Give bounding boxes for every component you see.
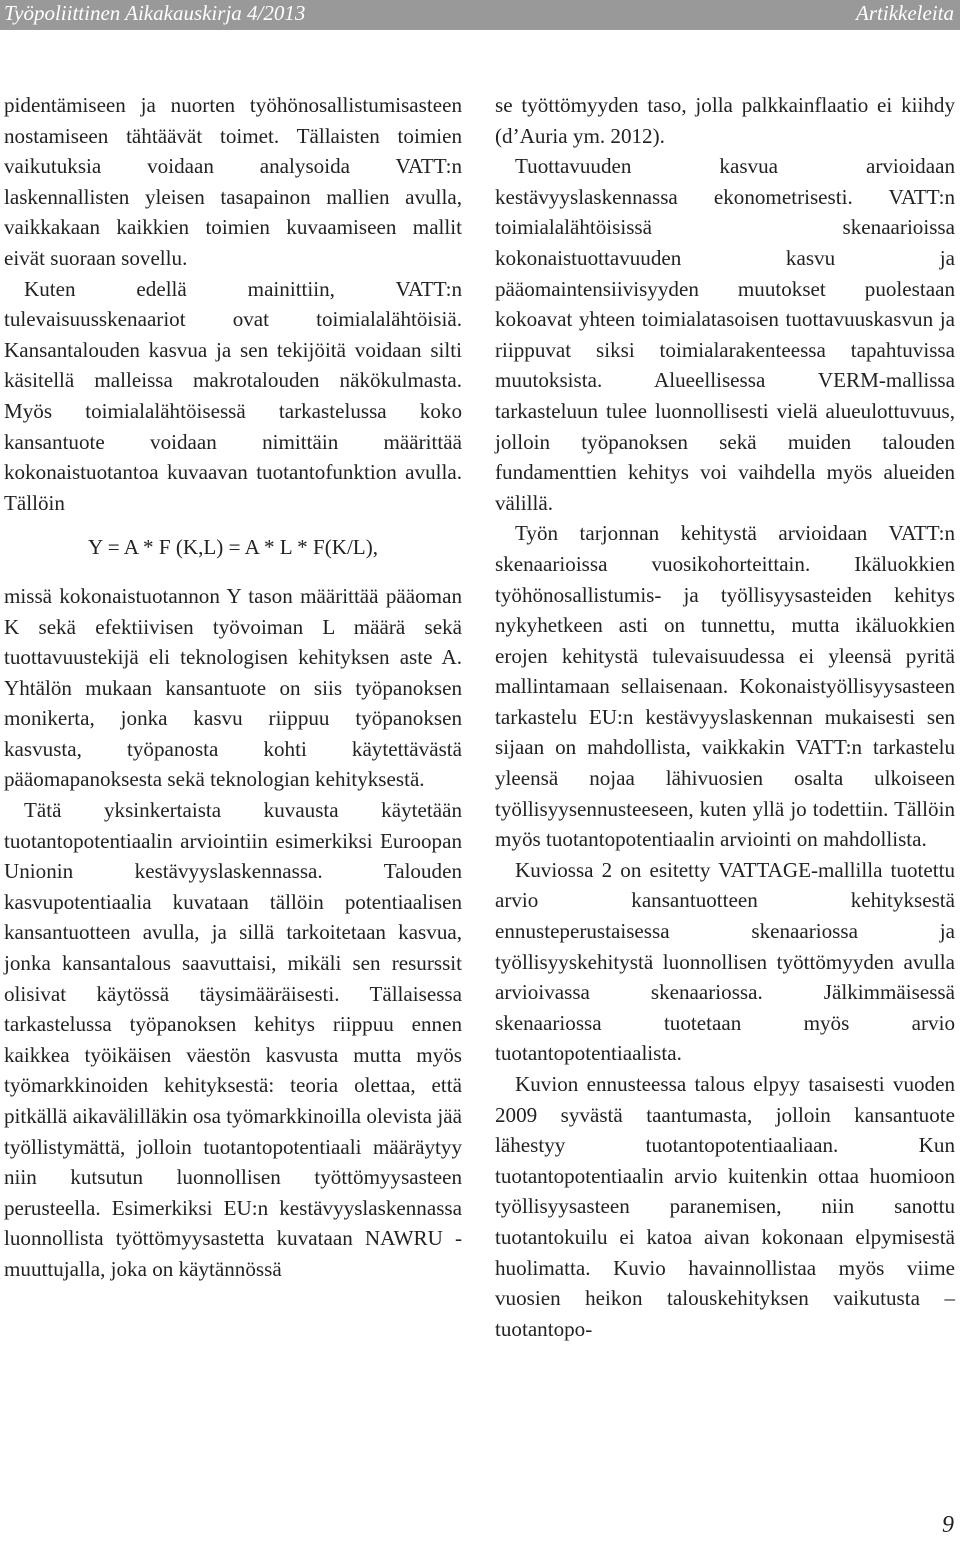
paragraph: Tuottavuuden kasvua arvioidaan kestävyyslaskennassa ekonometrisesti. VATT:n toimialalähtöisissä skenaarioissa kokonaistuottavuuden kasvu ja pääomaintensiivisyyden muutokset puolestaan kokoavat yhteen toimialatasoisen tuottavuuskasvun ja riippuvat siksi toimialarakenteessa tapahtuvissa muutoksista. Alueellisessa VERM-mallissa tarkasteluun tulee luonnollisesti vielä alueulottuvuus, jolloin työpanoksen sekä muiden talouden fundamenttien kehitys voi vaihdella myös alueiden välillä. [495,154,955,515]
paragraph: se työttömyyden taso, jolla palkkainflaatio ei kiihdy (d’Auria ym. 2012). [495,93,955,148]
paragraph: Kuten edellä mainittiin, VATT:n tulevaisuusskenaariot ovat toimialalähtöisiä. Kansantalouden kasvua ja sen tekijöitä voidaan silti käsitellä malleissa makrotalouden näkökulmasta. Myös toimialalähtöisessä tarkastelussa koko kansantuote voidaan nimittäin määrittää kokonaistuotantoa kuvaavan tuotantofunktion avulla. Tällöin [4,276,462,515]
paragraph: pidentämiseen ja nuorten työhönosallistumisasteen nostamiseen tähtäävät toimet. Tällaisten toimien vaikutuksia voidaan analysoida VATT:n laskennallisten yleisen tasapainon mallien avulla, vaikkakaan kaikkien toimien kuvaamiseen mallit eivät suoraan sovellu. [4,93,462,270]
paragraph: Kuviossa 2 on esitetty VATTAGE-mallilla tuotettu arvio kansantuotteen kehityksestä ennusteperustaisessa skenaariossa ja työllisyyskehitystä luonnollisen työttömyyden avulla arvioivassa skenaariossa. Jälkimmäisessä skenaariossa tuotetaan myös arvio tuotantopotentiaalista. [495,857,955,1066]
paragraph: missä kokonaistuotannon Y tason määrittää pääoman K sekä efektiivisen työvoiman L määrä sekä tuottavuustekijä eli teknologisen kehityksen aste A. Yhtälön mukaan kansantuote on siis työpanoksen monikerta, jonka kasvu riippuu työpanoksen kasvusta, työpanosta kohti käytettävästä pääomapanoksesta sekä teknologian kehityksestä. [4,583,462,792]
paragraph: Tätä yksinkertaista kuvausta käytetään tuotantopotentiaalin arviointiin esimerkiksi Euroopan Unionin kestävyyslaskennassa. Talouden kasvupotentiaalia kuvataan tällöin potentiaalisen kansantuotteen avulla, ja sillä tarkoitetaan kasvua, jonka kansantalous saavuttaisi, mikäli sen resurssit olisivat käytössä täysimääräisesti. Tällaisessa tarkastelussa työpanoksen kehitys riippuu ennen kaikkea työikäisen väestön kasvusta mutta myös työmarkkinoiden kehityksestä: teoria olettaa, että pitkällä aikavälilläkin osa työmarkkinoilla olevista jää työllistymättä, jolloin tuotantopotentiaali määräytyy niin kutsutun luonnollisen työttömyysasteen perusteella. Esimerkiksi EU:n kestävyyslaskennassa luonnollista työttömyysastetta kuvataan NAWRU -muuttujalla, joka on käytännössä [4,798,462,1281]
section-title: Artikkeleita [856,1,954,25]
paragraph: Kuvion ennusteessa talous elpyy tasaisesti vuoden 2009 syvästä taantumasta, jolloin kansantuote lähestyy tuotantopotentiaaliaan. Kun tuotantopotentiaalin arvio kuitenkin ottaa huomioon työllisyysasteen paranemisen, niin sanottu tuotantokuilu ei katoa aivan kokonaan elpymisestä huolimatta. Kuvio havainnollistaa myös viime vuosien heikon talouskehityksen vaikutusta – tuotantopo- [495,1072,955,1341]
equation: Y = A * F (K,L) = A * L * F(K/L), [87,535,378,560]
left-column [4,90,462,1285]
journal-title: Työpoliittinen Aikakauskirja 4/2013 [4,1,306,25]
paragraph: Työn tarjonnan kehitystä arvioidaan VATT:n skenaarioissa vuosikohorteittain. Ikäluokkien työhönosallistumis- ja työllisyysasteiden kehitys nykyhetkeen asti on tunnettu, mutta ikäluokkien erojen kehitystä tulevaisuudessa ei yleensä pyritä mallintamaan sellaisenaan. Kokonaistyöllisyysasteen tarkastelu EU:n kestävyyslaskennan mukaisesti sen sijaan on mahdollista, vaikkakin VATT:n tarkastelu yleensä nojaa lähivuosien osalta ulkoiseen työllisyysennusteeseen, kuten yllä jo todettiin. Tällöin myös tuotantopotentiaalin arviointi on mahdollista. [495,521,955,852]
page-number: 9 [942,1512,954,1538]
right-column [495,90,955,1344]
running-header [0,0,960,30]
